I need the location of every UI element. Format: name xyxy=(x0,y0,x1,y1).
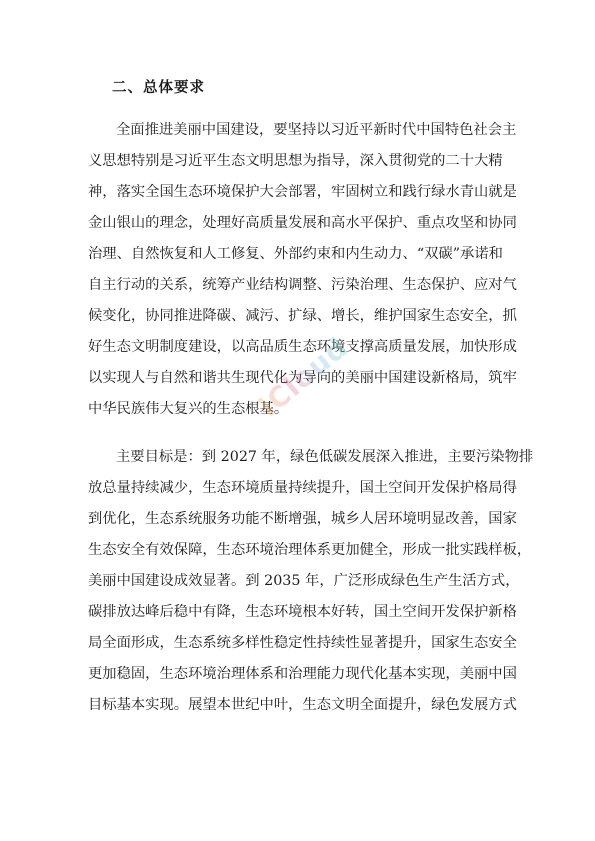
paragraph-main-goals xyxy=(88,442,534,721)
paragraph-line: 候变化，协同推进降碳、减污、扩绿、增长，维护国家生态安全，抓 xyxy=(88,308,517,324)
paragraph-line: 自主行动的关系，统筹产业结构调整、污染治理、生态保护、应对气 xyxy=(88,277,517,293)
paragraph-line: 神，落实全国生态环境保护大会部署，牢固树立和践行绿水青山就是 xyxy=(88,184,517,200)
paragraph-line: 碳排放达峰后稳中有降，生态环境根本好转，国土空间开发保护新格 xyxy=(88,604,517,620)
paragraph-line: 好生态文明制度建设，以高品质生态环境支撑高质量发展，加快形成 xyxy=(88,339,517,355)
section-heading: 二、总体要求 xyxy=(112,80,205,96)
paragraph-line: 全面推进美丽中国建设，要坚持以习近平新时代中国特色社会主 xyxy=(116,122,517,138)
paragraph-line: 生态安全有效保障，生态环境治理体系更加健全，形成一批实践样板， xyxy=(88,542,532,558)
paragraph-line: 中华民族伟大复兴的生态根基。 xyxy=(88,401,289,417)
paragraph-line: 更加稳固，生态环境治理体系和治理能力现代化基本实现，美丽中国 xyxy=(88,666,517,682)
paragraph-line: 金山银山的理念，处理好高质量发展和高水平保护、重点攻坚和协同 xyxy=(88,215,517,231)
paragraph-line: 治理、自然恢复和人工修复、外部约束和内生动力、“双碳”承诺和 xyxy=(88,246,503,262)
paragraph-line: 目标基本实现。展望本世纪中叶，生态文明全面提升，绿色发展方式 xyxy=(88,697,517,713)
watermark-text: iCloud xyxy=(252,330,355,424)
paragraph-line: 放总量持续减少，生态环境质量持续提升，国土空间开发保护格局得 xyxy=(88,480,517,496)
paragraph-line: 以实现人与自然和谐共生现代化为导向的美丽中国建设新格局，筑牢 xyxy=(88,370,517,386)
paragraph-line: 美丽中国建设成效显著。到 2035 年，广泛形成绿色生产生活方式， xyxy=(88,573,520,589)
paragraph-line: 到优化，生态系统服务功能不断增强，城乡人居环境明显改善，国家 xyxy=(88,511,517,527)
paragraph-overall-guidance xyxy=(88,115,520,425)
paragraph-line: 主要目标是：到 2027 年，绿色低碳发展深入推进，主要污染物排 xyxy=(116,449,534,465)
paragraph-line: 义思想特别是习近平生态文明思想为指导，深入贯彻党的二十大精 xyxy=(88,153,503,169)
paragraph-line: 局全面形成，生态系统多样性稳定性持续性显著提升，国家生态安全 xyxy=(88,635,517,651)
